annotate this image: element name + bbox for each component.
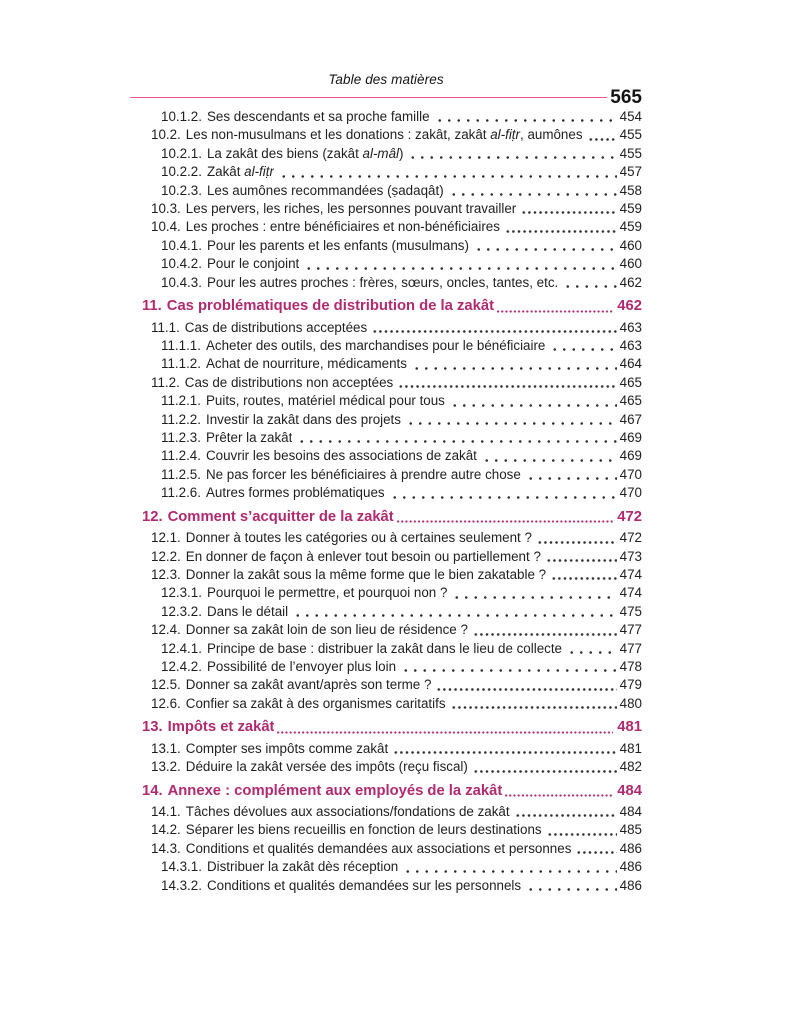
toc-entry-page: 474 — [619, 585, 642, 601]
toc-entry-page: 485 — [619, 822, 642, 838]
toc-entry-label: Distribuer la zakât dès réception — [206, 859, 399, 875]
toc-entry-label: Pour le conjoint — [206, 256, 300, 272]
toc-entry — [130, 218, 642, 236]
toc-entry-number: 11.2.5. — [161, 466, 201, 482]
toc-entry-page: 457 — [619, 164, 642, 180]
toc-entry-label: Conditions et qualités demandées sur les personnels — [206, 877, 522, 893]
dot-leader — [297, 429, 616, 447]
dot-leader — [401, 658, 617, 676]
toc-entry-label: Zakât al-fiṭr — [206, 164, 274, 180]
toc-entry — [130, 126, 642, 144]
toc-entry-label: Annexe : complément aux employés de la zakât — [167, 782, 503, 799]
dot-leader — [567, 640, 617, 658]
toc-entry — [130, 584, 642, 602]
header-rule — [130, 97, 607, 99]
toc-entry — [130, 603, 642, 621]
toc-entry — [130, 163, 642, 181]
toc-entry-page: 455 — [619, 145, 642, 161]
dot-leader — [449, 182, 617, 200]
toc-entry-label: Cas problématiques de distribution de la zakât — [166, 298, 495, 315]
toc-entry — [130, 508, 642, 528]
toc-entry-label: Autres formes problématiques — [205, 485, 385, 501]
toc-entry-number: 10.2. — [151, 127, 181, 143]
running-title: Table des matières — [328, 72, 444, 87]
toc-entry-number: 10.1.2. — [161, 109, 202, 124]
toc-entry-number: 12.3.1. — [161, 585, 202, 601]
toc-entry — [130, 821, 642, 839]
toc-entry-label: Pourquoi le permettre, et pourquoi non ? — [206, 585, 448, 601]
toc-entry — [130, 740, 642, 758]
toc-entry — [130, 466, 642, 484]
dot-leader — [408, 145, 616, 163]
toc-entry-page: 480 — [619, 695, 642, 711]
dot-leader — [473, 758, 617, 776]
toc-entry-number: 11.1. — [151, 319, 180, 335]
page-number: 565 — [610, 87, 642, 108]
toc-entry-page: 477 — [619, 622, 642, 638]
dot-leader — [588, 126, 617, 144]
toc-entry-label: Prêter la zakât — [205, 430, 293, 445]
toc-entry-page: 470 — [619, 485, 642, 501]
toc-entry-page: 477 — [619, 640, 642, 656]
toc-entry-label: Cas de distributions non acceptées — [184, 374, 394, 390]
toc-entry-number: 14.3.1. — [161, 859, 202, 875]
toc-entry-label: Ne pas forcer les bénéficiaires à prendre autre chose — [205, 466, 521, 482]
toc-entry-number: 10.4.2. — [161, 256, 202, 272]
toc-entry-label: Cas de distributions acceptées — [184, 319, 368, 335]
toc-entry-number: 10.2.3. — [161, 182, 202, 198]
toc-entry-number: 14.3.2. — [161, 877, 202, 893]
toc-entry-label: Donner la zakât sous la même forme que le bien zakatable ? — [185, 566, 547, 582]
toc-entry-label: Conditions et qualités demandées aux associations et personnes — [185, 840, 572, 856]
toc-entry-number: 12.6. — [151, 695, 181, 711]
toc-entry-label: Possibilité de l’envoyer plus loin — [206, 658, 397, 674]
toc-entry — [130, 145, 642, 163]
toc-entry-page: 464 — [619, 356, 642, 372]
dot-leader — [547, 821, 617, 839]
toc-entry — [130, 274, 642, 292]
toc-entry-number: 12.5. — [151, 677, 181, 693]
dot-leader — [537, 529, 617, 547]
toc-entry — [130, 411, 642, 429]
dot-leader — [393, 740, 616, 758]
page-header — [130, 72, 642, 107]
toc-entry-page: 472 — [617, 508, 642, 525]
toc-entry-label: Donner sa zakât loin de son lieu de résidence ? — [185, 622, 468, 638]
toc-entry-number: 10.4.3. — [161, 274, 202, 290]
toc-entry-label: Investir la zakât dans des projets — [205, 411, 401, 427]
toc-entry-label: Donner sa zakât avant/après son terme ? — [185, 677, 432, 693]
toc-entry-page: 463 — [619, 319, 642, 335]
toc-entry-label: Couvrir les besoins des associations de zakât — [205, 448, 477, 464]
dot-leader — [526, 877, 617, 895]
toc-entry-number: 11.2.4. — [161, 448, 201, 464]
toc-entry-number: 13.2. — [151, 759, 181, 775]
toc-entry-number: 12.4. — [151, 622, 181, 638]
dot-leader — [473, 621, 617, 639]
dot-leader — [435, 108, 617, 126]
toc-entry-page: 486 — [619, 877, 642, 893]
toc-entry-number: 14. — [142, 782, 163, 799]
toc-entry-page: 463 — [619, 337, 642, 353]
toc-entry — [130, 658, 642, 676]
toc-entry — [130, 529, 642, 547]
toc-entry-label: Principe de base : distribuer la zakât dans le lieu de collecte — [206, 640, 563, 656]
toc-entry-label: Ses descendants et sa proche famille — [206, 109, 430, 124]
toc-entry — [130, 319, 642, 337]
dot-leader — [546, 548, 617, 566]
dot-leader — [482, 447, 617, 465]
toc-entry — [130, 447, 642, 465]
toc-entry-number: 12.1. — [151, 530, 181, 546]
dot-leader — [372, 319, 616, 337]
toc-entry-number: 14.1. — [151, 804, 181, 819]
toc-entry-label: Pour les autres proches : frères, sœurs, oncles, tantes, etc. — [206, 274, 559, 290]
toc-entry-page: 479 — [619, 677, 642, 693]
toc-entry-page: 481 — [619, 740, 642, 756]
toc-entry-number: 12.3.2. — [161, 603, 202, 619]
toc-entry-number: 13. — [142, 719, 163, 736]
toc-entry-page: 475 — [619, 603, 642, 619]
toc-entry — [130, 758, 642, 776]
toc-entry-number: 10.4.1. — [161, 237, 202, 253]
toc-entry-number: 12.4.1. — [161, 640, 202, 656]
toc-entry-page: 467 — [619, 411, 642, 427]
dot-leader — [450, 392, 617, 410]
toc-entry-label: Confier sa zakât à des organismes caritatifs — [185, 695, 446, 711]
toc-entry-page: 460 — [619, 237, 642, 253]
dot-leader — [521, 200, 616, 218]
toc-entry-page: 458 — [619, 182, 642, 198]
toc-entry-page: 469 — [619, 430, 642, 445]
toc-entry — [130, 566, 642, 584]
toc-entry-label: Les proches : entre bénéficiaires et non-bénéficiaires — [185, 219, 500, 235]
dot-leader — [550, 337, 616, 355]
toc-entry-page: 462 — [619, 274, 642, 290]
toc-entry-number: 14.3. — [151, 840, 181, 856]
toc-entry-page: 482 — [619, 759, 642, 775]
toc-entry-number: 11.1.2. — [161, 356, 201, 372]
dot-leader — [505, 218, 617, 236]
dot-leader — [451, 695, 617, 713]
toc-entry-label: Les aumônes recommandées (ṣadaqât) — [206, 182, 444, 198]
toc-entry-label: Les pervers, les riches, les personnes pouvant travailler — [185, 201, 517, 217]
toc-entry-number: 10.2.1. — [161, 145, 202, 161]
toc-entry-number: 11.2.3. — [161, 430, 201, 445]
toc-entry-label: Donner à toutes les catégories ou à certaines seulement ? — [185, 530, 532, 546]
toc-entry-label: Puits, routes, matériel médical pour tous — [205, 393, 445, 409]
toc-entry — [130, 877, 642, 895]
toc-entry-number: 12.2. — [151, 548, 181, 564]
toc-entry-page: 474 — [619, 566, 642, 582]
toc-entry — [130, 355, 642, 373]
dot-leader — [403, 858, 616, 876]
header-rule-row — [130, 88, 642, 107]
toc-entry-label: Tâches dévolues aux associations/fondations de zakât — [185, 804, 510, 819]
dot-leader — [551, 566, 617, 584]
toc-entry — [130, 297, 642, 317]
toc-entry-page: 459 — [619, 201, 642, 217]
toc-entry-number: 10.2.2. — [161, 164, 202, 180]
toc-entry-page: 484 — [619, 804, 642, 819]
toc-entry — [130, 392, 642, 410]
toc-entry-number: 11.2.1. — [161, 393, 201, 409]
toc-entry-label: Dans le détail — [206, 603, 289, 619]
dot-leader — [563, 274, 616, 292]
toc-entry-page: 465 — [619, 393, 642, 409]
toc-entry — [130, 676, 642, 694]
toc-entry-number: 12.3. — [151, 566, 181, 582]
toc-entry-page: 462 — [617, 298, 642, 315]
dot-leader — [452, 584, 616, 602]
dot-leader — [390, 484, 617, 502]
toc-entry-page: 472 — [619, 530, 642, 546]
toc-entry — [130, 484, 642, 502]
toc-entry-page: 465 — [619, 374, 642, 390]
toc-entry — [130, 858, 642, 876]
toc-entry — [130, 803, 642, 821]
toc-entry-page: 486 — [619, 859, 642, 875]
toc-entry — [130, 621, 642, 639]
toc-entry-page: 484 — [617, 782, 642, 799]
dot-leader — [406, 411, 617, 429]
toc-entry — [130, 640, 642, 658]
toc-entry — [130, 718, 642, 738]
toc-entry-label: Pour les parents et les enfants (musulmans) — [206, 237, 469, 253]
toc-entry-label: Déduire la zakât versée des impôts (reçu fiscal) — [185, 759, 468, 775]
toc-entry — [130, 237, 642, 255]
dot-leader — [576, 840, 616, 858]
toc-entry-page: 481 — [617, 719, 642, 736]
toc-entry-number: 11.2. — [151, 374, 180, 390]
toc-entry-label: En donner de façon à enlever tout besoin ou partiellement ? — [185, 548, 541, 564]
toc-entry-page: 470 — [619, 466, 642, 482]
toc-entry — [130, 695, 642, 713]
toc-entry — [130, 374, 642, 392]
toc-entry-page: 460 — [619, 256, 642, 272]
toc-entry — [130, 840, 642, 858]
toc-entry — [130, 108, 642, 126]
toc-entry-label: Acheter des outils, des marchandises pour le bénéficiaire — [205, 337, 546, 353]
dot-leader — [412, 355, 617, 373]
toc-entry — [130, 782, 642, 802]
dot-leader — [526, 466, 617, 484]
toc-entry-number: 11.1.1. — [161, 337, 201, 353]
toc-entry-label: Séparer les biens recueillis en fonction de leurs destinations — [185, 822, 542, 838]
dot-leader — [496, 297, 613, 317]
toc-entry — [130, 337, 642, 355]
toc-entry-page: 455 — [619, 127, 642, 143]
toc-entry — [130, 255, 642, 273]
dot-leader — [398, 374, 616, 392]
dot-leader — [293, 603, 617, 621]
dot-leader — [279, 163, 617, 181]
toc-entry-page: 478 — [619, 658, 642, 674]
toc-entry — [130, 548, 642, 566]
toc-entry-number: 14.2. — [151, 822, 181, 838]
toc-entry-label: Comment s’acquitter de la zakât — [167, 508, 394, 525]
toc-entry-number: 12.4.2. — [161, 658, 202, 674]
dot-leader — [504, 782, 613, 802]
dot-leader — [276, 718, 613, 738]
dot-leader — [304, 255, 616, 273]
dot-leader — [515, 803, 617, 821]
toc-entry-number: 11.2.2. — [161, 411, 201, 427]
toc-entry-number: 10.3. — [151, 201, 181, 217]
toc-entry-number: 13.1. — [151, 740, 181, 756]
toc-entry-number: 12. — [142, 508, 163, 525]
dot-leader — [396, 508, 614, 528]
toc-entry — [130, 182, 642, 200]
toc-list — [130, 108, 642, 895]
toc-entry-label: Les non-musulmans et les donations : zakât, zakât al-fiṭr, aumônes — [185, 127, 583, 143]
toc-entry-page: 469 — [619, 448, 642, 464]
toc-entry-page: 473 — [619, 548, 642, 564]
toc-entry-label: Achat de nourriture, médicaments — [205, 356, 407, 372]
toc-entry-number: 11.2.6. — [161, 485, 201, 501]
toc-entry-page: 486 — [619, 840, 642, 856]
toc-entry-label: Impôts et zakât — [167, 719, 275, 736]
toc-entry-number: 11. — [142, 298, 162, 315]
toc-entry — [130, 429, 642, 447]
toc-entry-label: La zakât des biens (zakât al-mâl) — [206, 145, 404, 161]
toc-entry — [130, 200, 642, 218]
toc-entry-page: 454 — [619, 109, 642, 124]
dot-leader — [474, 237, 617, 255]
toc-entry-number: 10.4. — [151, 219, 181, 235]
toc-entry-page: 459 — [619, 219, 642, 235]
toc-entry-label: Compter ses impôts comme zakât — [185, 740, 389, 756]
dot-leader — [436, 676, 616, 694]
